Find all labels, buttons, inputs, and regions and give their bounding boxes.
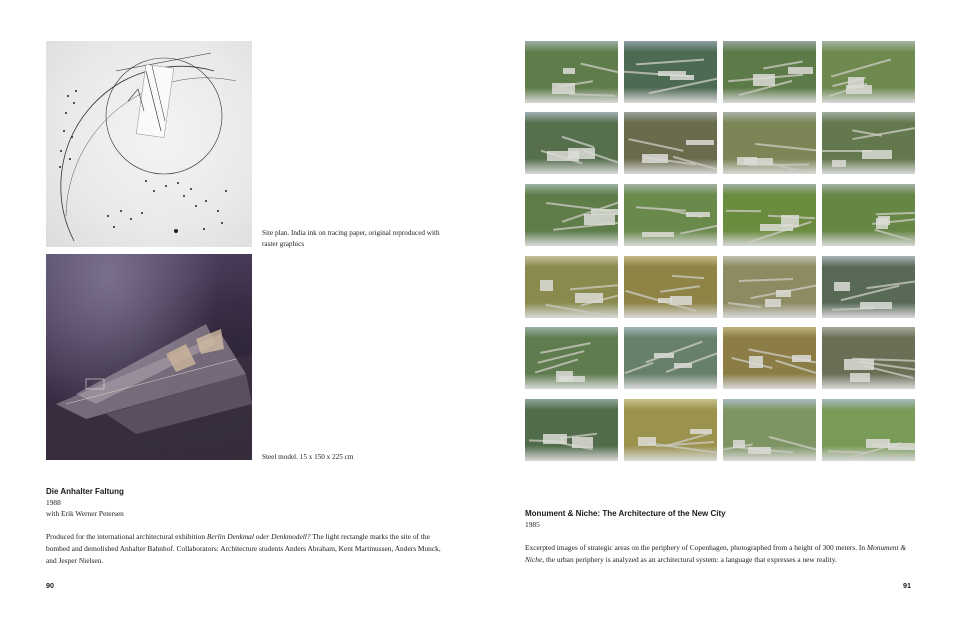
page-number-right: 91 <box>903 581 911 590</box>
page-number-left: 90 <box>46 581 54 590</box>
aerial-photo <box>822 327 915 389</box>
project-title-anhalter: Die Anhalter Faltung <box>46 487 124 496</box>
aerial-photo <box>822 399 915 461</box>
aerial-photo <box>624 327 717 389</box>
aerial-photo <box>525 184 618 246</box>
site-plan-drawing <box>46 41 252 247</box>
desc-text-italic: Monument & Niche <box>525 543 907 564</box>
aerial-photo <box>822 256 915 318</box>
aerial-photo <box>525 112 618 174</box>
aerial-photo <box>624 184 717 246</box>
aerial-photo <box>723 399 816 461</box>
aerial-photo <box>723 256 816 318</box>
project-title-monument: Monument & Niche: The Architecture of the New City <box>525 509 726 518</box>
aerial-photo <box>525 327 618 389</box>
aerial-photo <box>624 112 717 174</box>
desc-text-part1: Excerpted images of strategic areas on the periphery of Copenhagen, photographed from a height of 300 meters. In <box>525 543 867 552</box>
aerial-photo <box>624 41 717 103</box>
site-plan-caption: Site plan. India ink on tracing paper, original reproduced with raster graphics <box>262 229 440 248</box>
aerial-photo <box>525 399 618 461</box>
aerial-photo <box>723 327 816 389</box>
aerial-photo <box>525 256 618 318</box>
aerial-photo <box>624 399 717 461</box>
aerial-photo <box>822 184 915 246</box>
desc-text-part1: Produced for the international architectural exhibition <box>46 532 207 541</box>
desc-text-italic: Berlin Denkmal oder Denkmodell? <box>206 532 311 541</box>
desc-text-part2: , the urban periphery is analyzed as an architectural system: a language that expresses a new reality. <box>542 555 837 564</box>
aerial-photo <box>525 41 618 103</box>
aerial-photo <box>822 112 915 174</box>
project-description-anhalter <box>46 531 451 567</box>
aerial-photo-grid <box>525 41 916 461</box>
steel-model-image <box>46 254 252 460</box>
collaborator-line: with Erik Werner Petersen <box>46 509 124 518</box>
desc-text-part2: The light rectangle marks the site of the bombed and demolished Anhalter Bahnhof. Collaborators: Architecture students Anders Abraham, Kent Martinussen, Anders Munck, and Jesper Nielsen. <box>46 532 441 565</box>
aerial-photo <box>723 184 816 246</box>
aerial-photo <box>723 41 816 103</box>
steel-model-photo <box>46 254 252 460</box>
aerial-photo <box>624 256 717 318</box>
steel-model-caption: Steel model. 15 x 150 x 225 cm <box>262 453 354 461</box>
project-description-monument <box>525 542 920 566</box>
aerial-photo <box>822 41 915 103</box>
site-plan-image <box>46 41 252 247</box>
project-year-monument: 1985 <box>525 520 540 529</box>
aerial-photo <box>723 112 816 174</box>
project-year-anhalter: 1988 <box>46 498 61 507</box>
